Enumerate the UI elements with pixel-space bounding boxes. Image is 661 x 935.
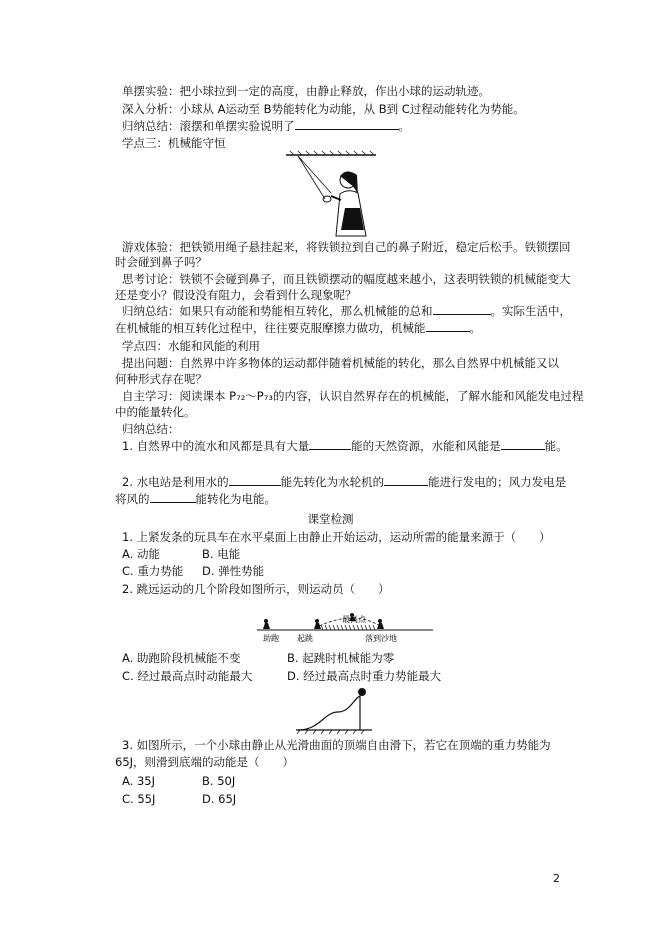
self-study-line-2: 中的能量转化。	[115, 405, 196, 419]
answer-blank[interactable]	[384, 485, 428, 486]
q1-option-d[interactable]: D. 弹性势能	[202, 564, 265, 578]
summary-heading: 归纳总结：	[122, 422, 180, 436]
fill-1-text-b: 能的天然资源，水能和风能是	[351, 439, 501, 453]
q1-option-b[interactable]: B. 电能	[202, 547, 241, 561]
q2-option-b[interactable]: B. 起跳时机械能为零	[287, 651, 395, 665]
fill-2-text-c: 能进行发电的；风力发电是	[428, 475, 567, 489]
summary-text: 归纳总结：滚摆和单摆实验说明了	[122, 119, 295, 133]
game-experience-line-1: 游戏体验：把铁锁用绳子悬挂起来，将铁锁拉到自己的鼻子附近，稳定后松手。铁锁摆回	[122, 240, 571, 254]
fill-2-text-b: 能先转化为水轮机的	[280, 475, 385, 489]
label-apex: 最高点	[342, 615, 366, 624]
q1-option-c[interactable]: C. 重力势能	[122, 564, 184, 578]
summary-text-2b: 。实际生活中，	[490, 304, 571, 318]
question-3-cont: 65J，则滑到底端的动能是（ ）	[115, 755, 295, 769]
fill-item-2	[122, 477, 566, 489]
fill-item-2-cont	[115, 494, 276, 506]
answer-blank[interactable]	[426, 331, 470, 332]
fill-1-text-c: 能。	[544, 439, 568, 453]
classroom-test-heading: 课堂检测	[307, 512, 354, 526]
pendulum-experiment-line: 单摆实验：把小球拉到一定的高度，由静止释放，作出小球的运动轨迹。	[122, 84, 490, 98]
summary-line-3	[115, 323, 481, 335]
q2-option-c[interactable]: C. 经过最高点时动能最大	[122, 669, 253, 683]
discussion-line-2: 还是变小？假设没有阻力，会看到什么现象呢？	[115, 288, 357, 302]
answer-blank[interactable]	[501, 449, 545, 450]
discussion-line-1: 思考讨论：铁锁不会碰到鼻子，而且铁锁摆动的幅度越来越小，这表明铁锁的机械能变大	[122, 272, 571, 286]
summary-line-1	[122, 121, 410, 133]
answer-blank[interactable]	[150, 502, 196, 503]
summary-end: 。	[398, 119, 410, 133]
section-4-title: 学点四：水能和风能的利用	[122, 339, 260, 353]
answer-blank[interactable]	[309, 449, 351, 450]
answer-blank[interactable]	[433, 314, 491, 315]
summary-text-2: 归纳总结：如果只有动能和势能相互转化，那么机械能的总和	[122, 304, 433, 318]
q3-option-a[interactable]: A. 35J	[122, 774, 156, 788]
q3-option-d[interactable]: D. 65J	[202, 792, 237, 806]
summary-end-3: 。	[469, 321, 481, 335]
summary-text-3: 在机械能的相互转化过程中，往往要克服摩擦力做功，机械能	[115, 321, 426, 335]
question-line-1: 提出问题：自然界中许多物体的运动都伴随着机械能的转化，那么自然界中机械能又以	[122, 356, 559, 370]
section-3-title: 学点三：机械能守恒	[122, 136, 226, 150]
long-jump-figure	[255, 610, 435, 650]
game-experience-line-2: 时会碰到鼻子吗？	[115, 255, 207, 269]
label-takeoff: 起跳	[297, 634, 313, 643]
analysis-line: 深入分析：小球从 A运动至 B势能转化为动能，从 B到 C过程动能转化为势能。	[122, 102, 525, 116]
question-1: 1. 上紧发条的玩具车在水平桌面上由静止开始运动，运动所需的能量来源于（ ）	[122, 530, 551, 544]
self-study-line-1: 自主学习：阅读课本 P₇₂～P₇₃的内容，认识自然界存在的机械能，了解水能和风能发电过程	[122, 389, 584, 403]
fill-1-text-a: 1. 自然界中的流水和风都是具有大量	[122, 439, 310, 453]
q2-option-a[interactable]: A. 助跑阶段机械能不变	[122, 651, 241, 665]
answer-blank[interactable]	[295, 129, 399, 130]
answer-blank[interactable]	[229, 485, 281, 486]
fill-2-text-e: 能转化为电能。	[195, 492, 276, 506]
summary-line-2	[122, 306, 571, 318]
fill-2-text-d: 将风的	[115, 492, 150, 506]
q2-option-d[interactable]: D. 经过最高点时重力势能最大	[287, 669, 442, 683]
label-landing: 落到沙地	[365, 634, 397, 643]
q3-option-c[interactable]: C. 55J	[122, 792, 156, 806]
fill-2-text-a: 2. 水电站是利用水的	[122, 475, 229, 489]
curved-slope-figure	[294, 686, 374, 736]
label-runup: 助跑	[263, 634, 279, 643]
q1-option-a[interactable]: A. 动能	[122, 547, 160, 561]
question-2: 2. 跳远运动的几个阶段如图所示，则运动员（ ）	[122, 582, 390, 596]
page-number: 2	[553, 872, 560, 885]
q3-option-b[interactable]: B. 50J	[202, 774, 236, 788]
fill-item-1	[122, 441, 568, 453]
question-3: 3. 如图所示，一个小球由静止从光滑曲面的顶端自由滑下，若它在顶端的重力势能为	[122, 738, 551, 752]
iron-lock-pendulum-figure	[278, 150, 383, 240]
question-line-2: 何种形式存在呢？	[115, 372, 207, 386]
